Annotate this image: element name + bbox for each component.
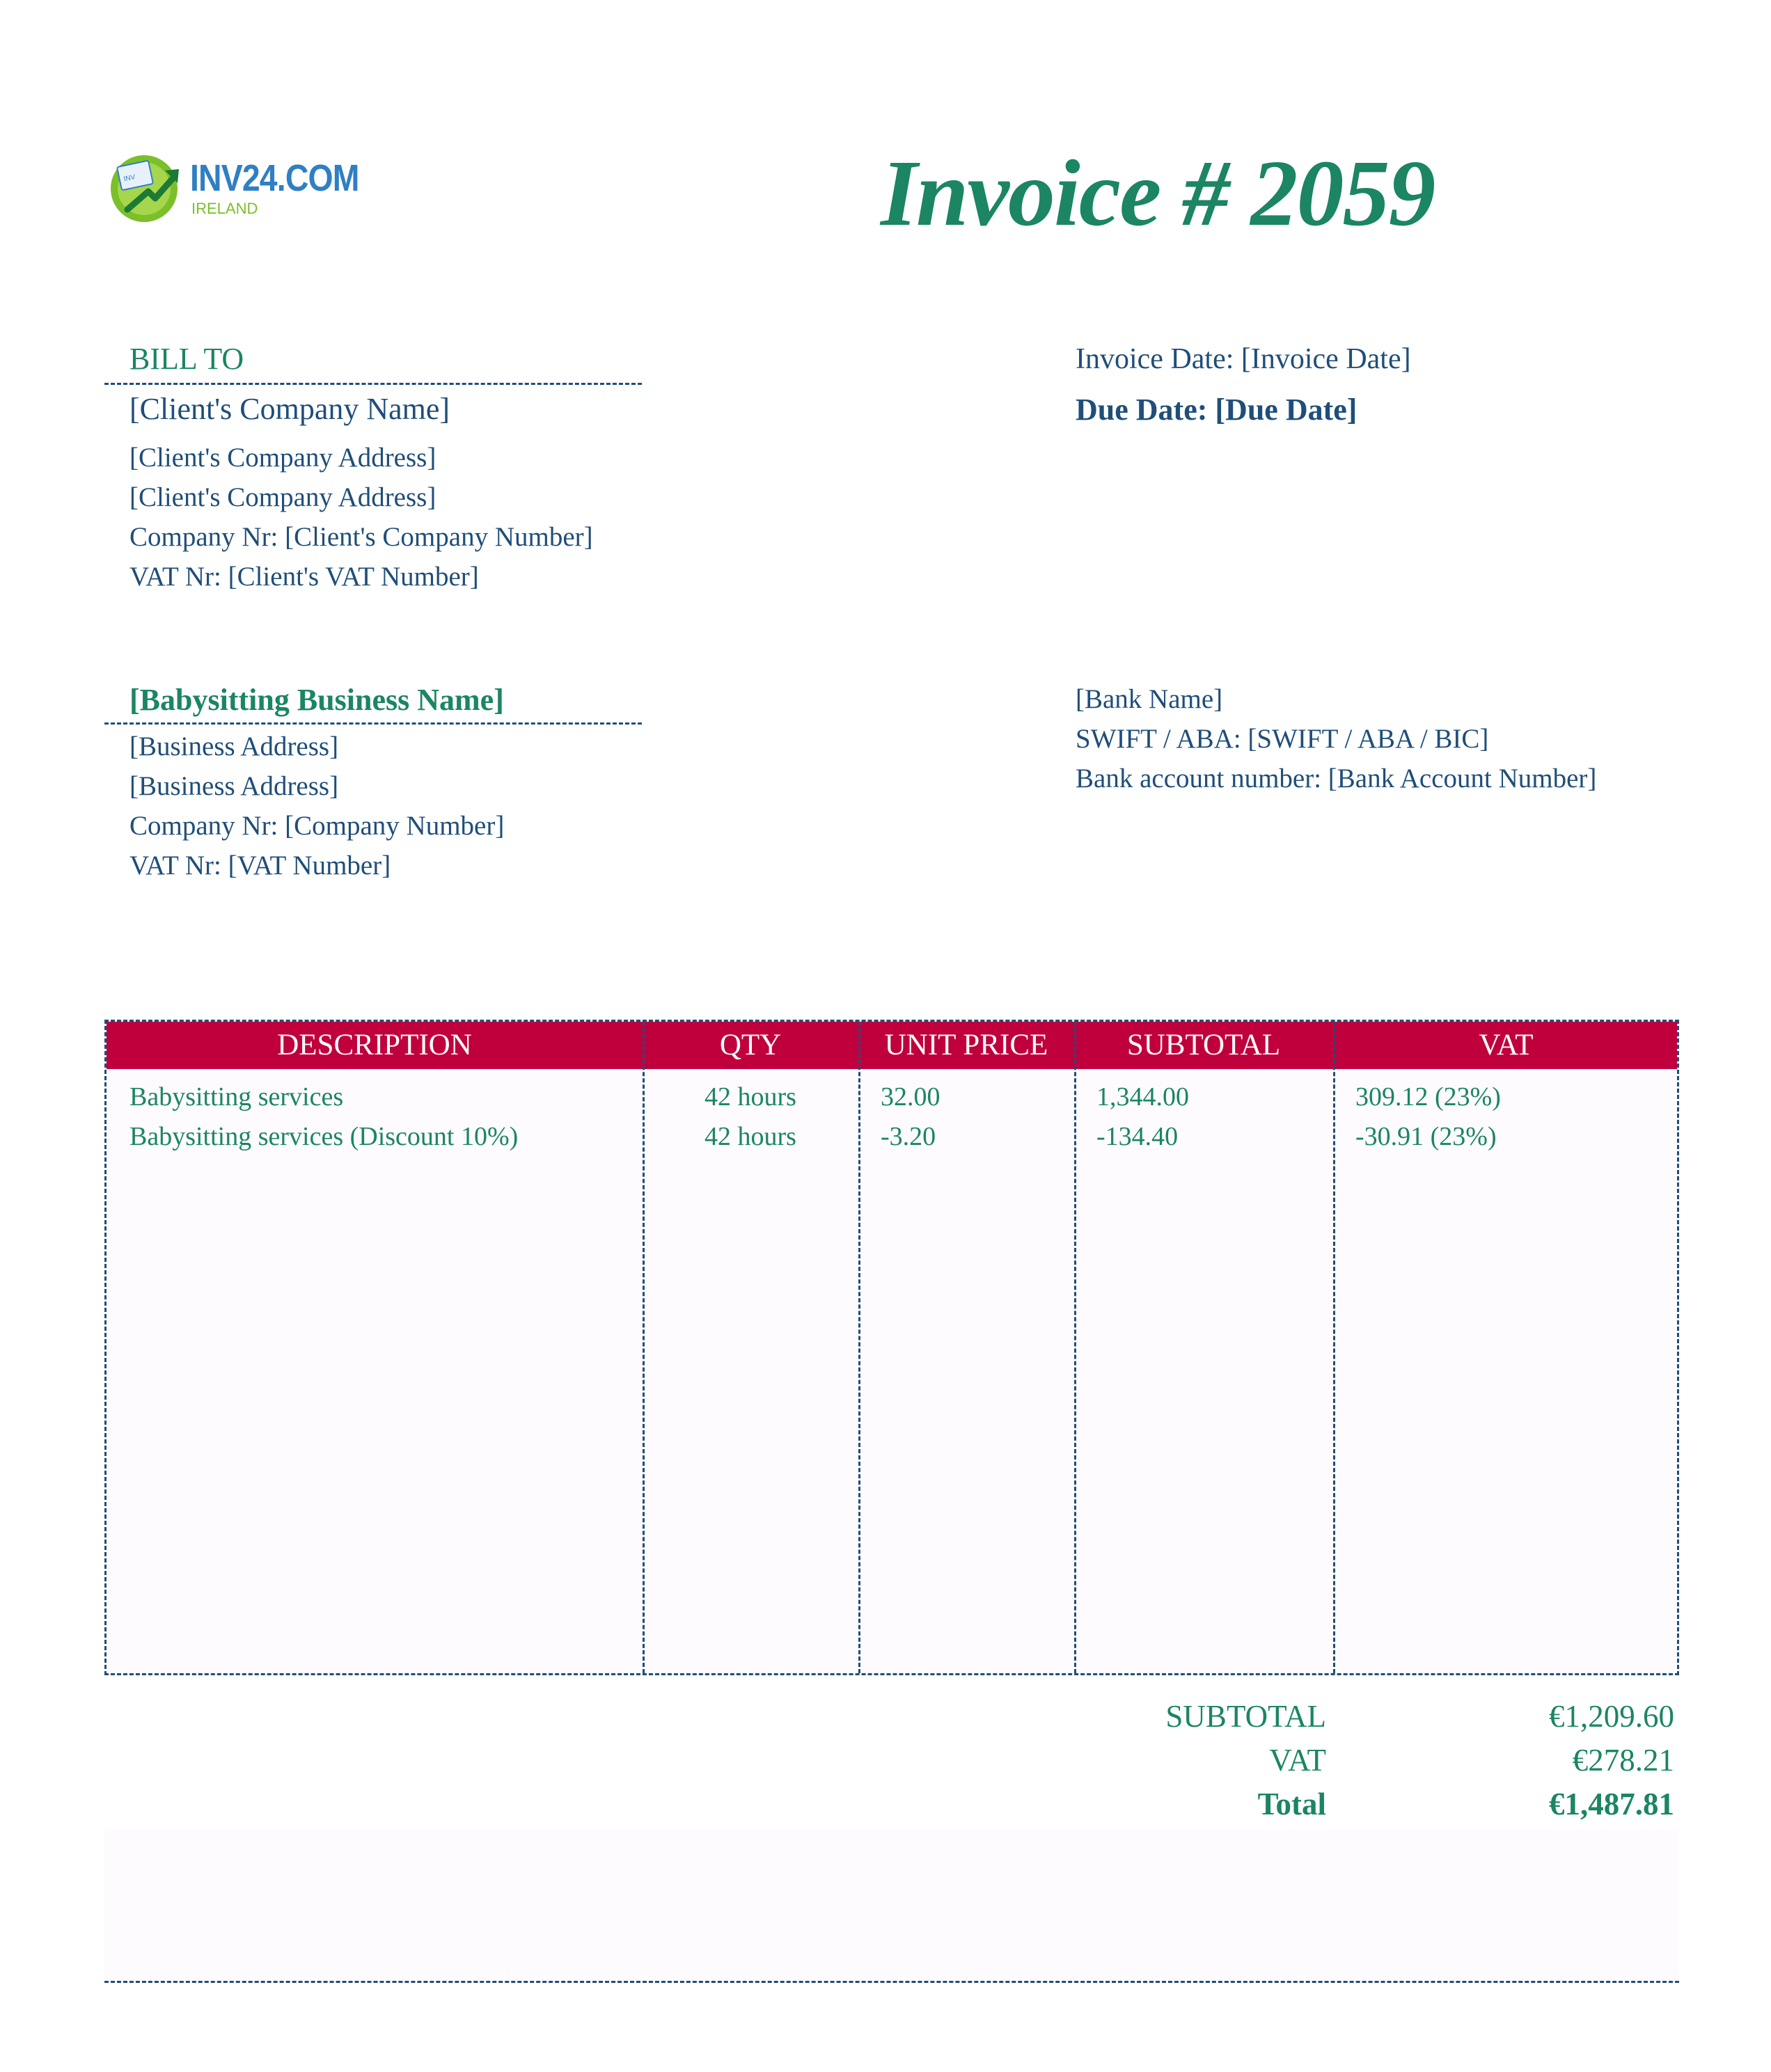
business-vat-number: VAT Nr: [VAT Number]: [129, 851, 391, 880]
row-1-description: Babysitting services: [129, 1082, 344, 1112]
totals-vat-value: €278.21: [1572, 1743, 1674, 1778]
row-2-subtotal: -134.40: [1096, 1122, 1179, 1151]
business-company-number: Company Nr: [Company Number]: [129, 811, 505, 841]
bank-swift: SWIFT / ABA: [SWIFT / ABA / BIC]: [1076, 724, 1489, 754]
column-divider: [1074, 1022, 1076, 1673]
client-vat-number: VAT Nr: [Client's VAT Number]: [129, 562, 479, 592]
business-divider: [104, 722, 642, 725]
header-qty: QTY: [719, 1029, 782, 1061]
business-address-2: [Business Address]: [129, 771, 339, 801]
logo-subtitle: IRELAND: [191, 200, 258, 217]
header-subtotal: SUBTOTAL: [1126, 1029, 1281, 1061]
footer-divider: [104, 1981, 1679, 1983]
client-address-2: [Client's Company Address]: [129, 482, 436, 512]
line-items-table: [104, 1020, 1679, 1675]
bill-to-divider: [104, 383, 642, 385]
logo-badge-text: INV: [123, 173, 136, 184]
row-1-unit-price: 32.00: [881, 1082, 940, 1112]
bank-account-number: Bank account number: [Bank Account Number]: [1076, 764, 1597, 793]
due-date: Due Date: [Due Date]: [1076, 393, 1357, 427]
business-name: [Babysitting Business Name]: [129, 683, 504, 717]
bill-to-heading: BILL TO: [129, 342, 244, 376]
row-1-vat: 309.12 (23%): [1355, 1082, 1501, 1112]
totals-total-label: Total: [1257, 1787, 1326, 1821]
client-company-name: [Client's Company Name]: [129, 392, 450, 426]
table-header: [107, 1022, 1677, 1069]
client-address-1: [Client's Company Address]: [129, 443, 436, 473]
invoice-title: Invoice # 2059: [881, 141, 1435, 246]
row-1-subtotal: 1,344.00: [1096, 1082, 1189, 1112]
row-2-qty: 42 hours: [705, 1122, 796, 1151]
header-description: DESCRIPTION: [277, 1029, 472, 1061]
header-unit-price: UNIT PRICE: [884, 1029, 1048, 1061]
column-divider: [1333, 1022, 1335, 1673]
row-2-unit-price: -3.20: [881, 1122, 936, 1151]
row-1-qty: 42 hours: [705, 1082, 796, 1112]
logo-name: INV24.COM: [190, 157, 359, 199]
column-divider: [858, 1022, 860, 1673]
column-divider: [643, 1022, 645, 1673]
row-2-description: Babysitting services (Discount 10%): [129, 1122, 519, 1151]
company-logo: [108, 150, 359, 226]
totals-subtotal-label: SUBTOTAL: [1165, 1699, 1326, 1734]
totals-subtotal-value: €1,209.60: [1549, 1699, 1674, 1734]
bank-name: [Bank Name]: [1076, 684, 1223, 714]
row-2-vat: -30.91 (23%): [1355, 1122, 1497, 1151]
notes-area: [104, 1829, 1679, 1981]
business-address-1: [Business Address]: [129, 731, 339, 761]
client-company-number: Company Nr: [Client's Company Number]: [129, 522, 593, 552]
header-vat: VAT: [1479, 1029, 1534, 1061]
totals-total-value: €1,487.81: [1549, 1787, 1674, 1821]
logo-emblem-icon: [108, 150, 184, 226]
invoice-date: Invoice Date: [Invoice Date]: [1076, 343, 1411, 375]
totals-vat-label: VAT: [1269, 1743, 1326, 1778]
